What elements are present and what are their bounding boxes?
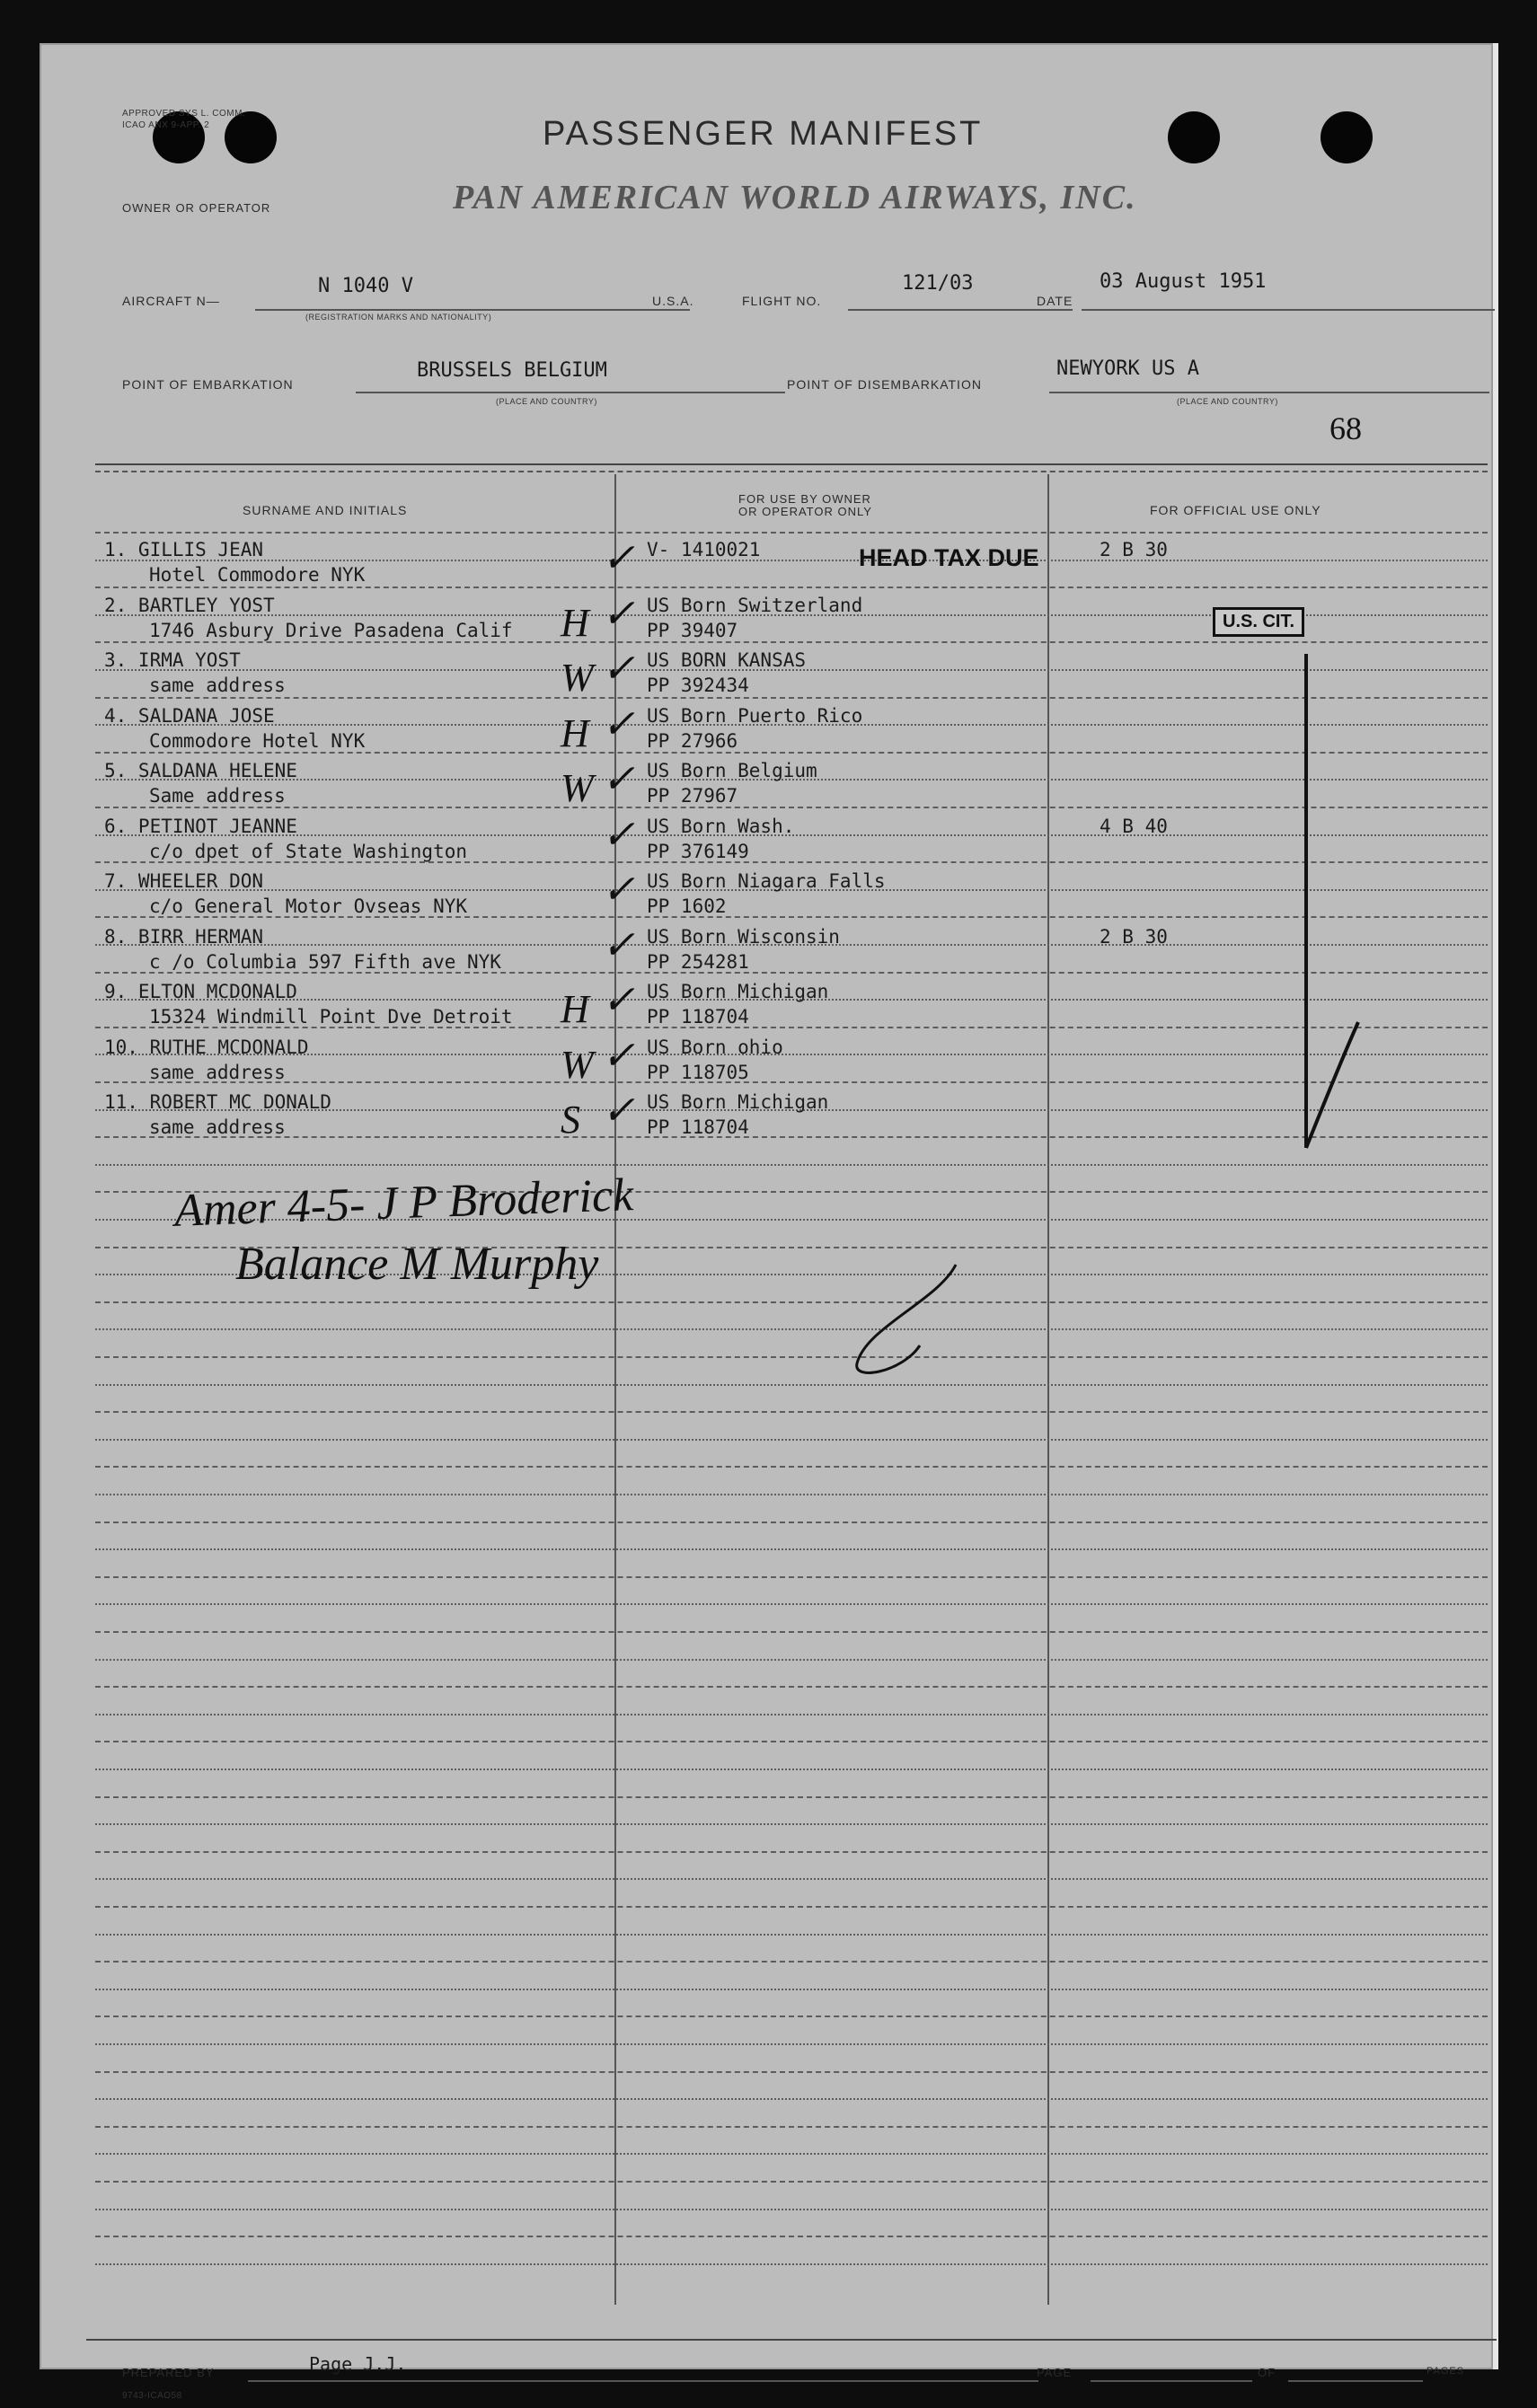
- passenger-nationality: US Born Puerto Rico: [647, 704, 863, 727]
- col-header-owner-2: OR OPERATOR ONLY: [738, 505, 872, 518]
- ruled-line: [95, 1603, 1488, 1605]
- passenger-nationality: US Born Michigan: [647, 981, 829, 1002]
- flight-value: 121/03: [902, 272, 974, 295]
- passenger-address: Commodore Hotel NYK: [149, 729, 366, 752]
- passenger-address: 1746 Asbury Drive Pasadena Calif: [149, 619, 513, 641]
- checkmark-icon: ✓: [602, 1089, 635, 1133]
- passenger-name: 8. BIRR HERMAN: [104, 925, 264, 948]
- head-tax-stamp: HEAD TAX DUE: [859, 544, 1039, 571]
- passenger-address: 15324 Windmill Point Dve Detroit: [149, 1006, 513, 1028]
- of-underline: [1288, 2380, 1423, 2382]
- ruled-line: [95, 1494, 1488, 1495]
- passenger-name: 5. SALDANA HELENE: [104, 760, 297, 781]
- checkmark-icon: ✓: [602, 1033, 635, 1078]
- col-header-surname: SURNAME AND INITIALS: [243, 503, 408, 517]
- owner-label: OWNER OR OPERATOR: [122, 201, 271, 215]
- ruled-line: [95, 2263, 1488, 2265]
- passenger-nationality: US BORN KANSAS: [647, 649, 807, 671]
- ruled-line: [95, 1439, 1488, 1441]
- ruled-line: [95, 2236, 1488, 2237]
- passenger-passport: PP 118705: [647, 1061, 749, 1083]
- ruled-line: [95, 2181, 1488, 2183]
- passenger-nationality: US Born Wisconsin: [647, 925, 840, 948]
- ruled-line: [95, 1851, 1488, 1853]
- page-underline: [1091, 2380, 1252, 2382]
- pages-label: PAGES: [1427, 2366, 1465, 2377]
- passenger-nationality: US Born ohio: [647, 1036, 783, 1058]
- date-label: DATE: [1037, 294, 1073, 308]
- checkmark-icon: ✓: [602, 757, 635, 801]
- col-header-owner-1: FOR USE BY OWNER: [738, 492, 871, 506]
- ruled-line: [95, 1522, 1488, 1523]
- passenger-address: c/o dpet of State Washington: [149, 840, 468, 862]
- table-top-rule: [95, 463, 1488, 465]
- ruled-line: [95, 1466, 1488, 1468]
- ruled-line: [95, 1659, 1488, 1661]
- embark-underline: [356, 392, 785, 393]
- date-underline: [1082, 309, 1495, 311]
- passenger-nationality: US Born Switzerland: [647, 594, 863, 616]
- checkmark-icon: ✓: [602, 701, 635, 746]
- owner-value: PAN AMERICAN WORLD AIRWAYS, INC.: [453, 179, 1137, 216]
- ruled-line: [95, 1164, 1488, 1166]
- ruled-line: [95, 1769, 1488, 1770]
- passenger-passport: PP 39407: [647, 619, 738, 641]
- footer-rule: [86, 2339, 1497, 2341]
- ruled-line: [95, 2209, 1488, 2210]
- checkmark-icon: ✓: [602, 978, 635, 1022]
- passenger-name: 2. BARTLEY YOST: [104, 594, 275, 616]
- ruled-line: [95, 1576, 1488, 1578]
- column-divider-2: [1047, 474, 1049, 2305]
- ruled-line: [95, 1714, 1488, 1716]
- flight-label: FLIGHT NO.: [742, 294, 822, 308]
- page-number: 68: [1329, 410, 1362, 446]
- disembark-sub: (PLACE AND COUNTRY): [1177, 397, 1278, 406]
- approved-stamp: APPROVED SYS L. COMM. ICAO ANX 9-APP. 2: [122, 109, 246, 130]
- handwritten-mark: W: [561, 1042, 594, 1087]
- handwritten-mark: W: [561, 766, 594, 810]
- us-cit-stamp: U.S. CIT.: [1213, 607, 1304, 637]
- of-label: OF: [1258, 2366, 1276, 2379]
- passenger-nationality: US Born Wash.: [647, 815, 795, 837]
- ruled-line: [95, 1934, 1488, 1936]
- ruled-line: [95, 2126, 1488, 2128]
- ruled-line: [95, 1548, 1488, 1550]
- embark-sub: (PLACE AND COUNTRY): [496, 397, 597, 406]
- official-code: 2 B 30: [1100, 539, 1168, 560]
- ruled-line: [95, 1328, 1488, 1330]
- ruled-line: [95, 587, 1488, 588]
- handwritten-mark: H: [561, 600, 589, 645]
- ruled-line: [95, 2043, 1488, 2045]
- ruled-line: [95, 2015, 1488, 2017]
- signature-flourish: [848, 1247, 1028, 1381]
- passenger-passport: PP 27966: [647, 729, 738, 752]
- ruled-line: [95, 1411, 1488, 1413]
- punch-hole-right-1: [1168, 111, 1220, 163]
- passenger-nationality: US Born Belgium: [647, 760, 817, 781]
- ruled-line: [95, 1301, 1488, 1303]
- handwritten-signature-line-2: Balance M Murphy: [235, 1239, 599, 1290]
- handwritten-signature-line-1: Amer 4-5- J P Broderick: [173, 1169, 635, 1237]
- manifest-sheet: [40, 43, 1498, 2401]
- passenger-name: 6. PETINOT JEANNE: [104, 815, 297, 837]
- table-top-rule-2: [95, 471, 1488, 472]
- disembark-label: POINT OF DISEMBARKATION: [787, 377, 982, 392]
- checkmark-icon: ✓: [602, 591, 635, 636]
- disembark-underline: [1049, 392, 1489, 393]
- punch-hole-right-2: [1321, 111, 1373, 163]
- ruled-line: [95, 1823, 1488, 1825]
- checkmark-icon: ✓: [602, 536, 635, 580]
- passenger-passport: PP 118704: [647, 1116, 749, 1138]
- embark-label: POINT OF EMBARKATION: [122, 377, 294, 392]
- flight-underline: [848, 309, 1073, 311]
- ruled-line: [95, 1878, 1488, 1880]
- column-divider-1: [614, 474, 616, 2305]
- passenger-address: same address: [149, 1061, 286, 1083]
- aircraft-sub: (REGISTRATION MARKS AND NATIONALITY): [305, 313, 492, 322]
- date-value: 03 August 1951: [1100, 270, 1267, 293]
- ruled-line: [95, 532, 1488, 534]
- passenger-address: same address: [149, 1116, 286, 1138]
- official-bracket-line: [1261, 654, 1369, 1157]
- checkmark-icon: ✓: [602, 868, 635, 912]
- checkmark-icon: ✓: [602, 647, 635, 691]
- passenger-address: same address: [149, 675, 286, 696]
- ruled-line: [95, 1989, 1488, 1990]
- col-header-official: FOR OFFICIAL USE ONLY: [1150, 503, 1321, 517]
- passenger-passport: PP 254281: [647, 950, 749, 973]
- ruled-line: [95, 1796, 1488, 1798]
- passenger-passport: PP 392434: [647, 675, 749, 696]
- handwritten-mark: W: [561, 656, 594, 700]
- passenger-address: Hotel Commodore NYK: [149, 564, 366, 586]
- aircraft-value: N 1040 V: [318, 275, 413, 297]
- ruled-line: [95, 1961, 1488, 1963]
- passenger-nationality: V- 1410021: [647, 539, 761, 560]
- aircraft-underline: [255, 309, 690, 311]
- passenger-nationality: US Born Niagara Falls: [647, 870, 886, 892]
- handwritten-mark: H: [561, 987, 589, 1031]
- passenger-name: 4. SALDANA JOSE: [104, 704, 275, 727]
- passenger-passport: PP 376149: [647, 840, 749, 862]
- passenger-passport: PP 1602: [647, 895, 727, 917]
- ruled-line: [95, 1384, 1488, 1386]
- official-code: 4 B 40: [1100, 815, 1168, 837]
- ruled-line: [95, 1356, 1488, 1358]
- passenger-name: 9. ELTON MCDONALD: [104, 981, 297, 1002]
- ruled-line: [95, 641, 1488, 643]
- passenger-address: c /o Columbia 597 Fifth ave NYK: [149, 950, 501, 973]
- form-code: 9743-ICAO58: [122, 2391, 182, 2401]
- page-label: PAGE: [1037, 2366, 1073, 2379]
- passenger-name: 10. RUTHE MCDONALD: [104, 1036, 309, 1058]
- prepared-label: PREPARED BY: [122, 2366, 215, 2379]
- ruled-line: [95, 1631, 1488, 1633]
- passenger-address: Same address: [149, 785, 286, 807]
- passenger-name: 11. ROBERT MC DONALD: [104, 1091, 331, 1113]
- ruled-line: [95, 560, 1488, 561]
- ruled-line: [95, 1741, 1488, 1742]
- checkmark-icon: ✓: [602, 812, 635, 857]
- handwritten-mark: S: [561, 1098, 580, 1142]
- page-title: PASSENGER MANIFEST: [543, 115, 984, 153]
- passenger-address: c/o General Motor Ovseas NYK: [149, 895, 468, 917]
- passenger-name: 1. GILLIS JEAN: [104, 539, 264, 560]
- prepared-value: Page J.J.: [309, 2353, 407, 2375]
- ruled-line: [95, 2071, 1488, 2073]
- passenger-passport: PP 27967: [647, 785, 738, 807]
- passenger-name: 3. IRMA YOST: [104, 649, 241, 671]
- embark-value: BRUSSELS BELGIUM: [417, 359, 607, 382]
- checkmark-icon: ✓: [602, 922, 635, 967]
- handwritten-mark: H: [561, 710, 589, 755]
- ruled-line: [95, 1906, 1488, 1908]
- prepared-underline: [248, 2380, 1038, 2382]
- official-code: 2 B 30: [1100, 925, 1168, 948]
- passenger-nationality: US Born Michigan: [647, 1091, 829, 1113]
- passenger-passport: PP 118704: [647, 1006, 749, 1028]
- disembark-value: NEWYORK US A: [1056, 357, 1199, 380]
- ruled-line: [95, 2098, 1488, 2100]
- aircraft-label: AIRCRAFT N—: [122, 294, 220, 308]
- passenger-name: 7. WHEELER DON: [104, 870, 264, 892]
- usa-label: U.S.A.: [652, 294, 694, 308]
- ruled-line: [95, 2153, 1488, 2155]
- ruled-line: [95, 1686, 1488, 1688]
